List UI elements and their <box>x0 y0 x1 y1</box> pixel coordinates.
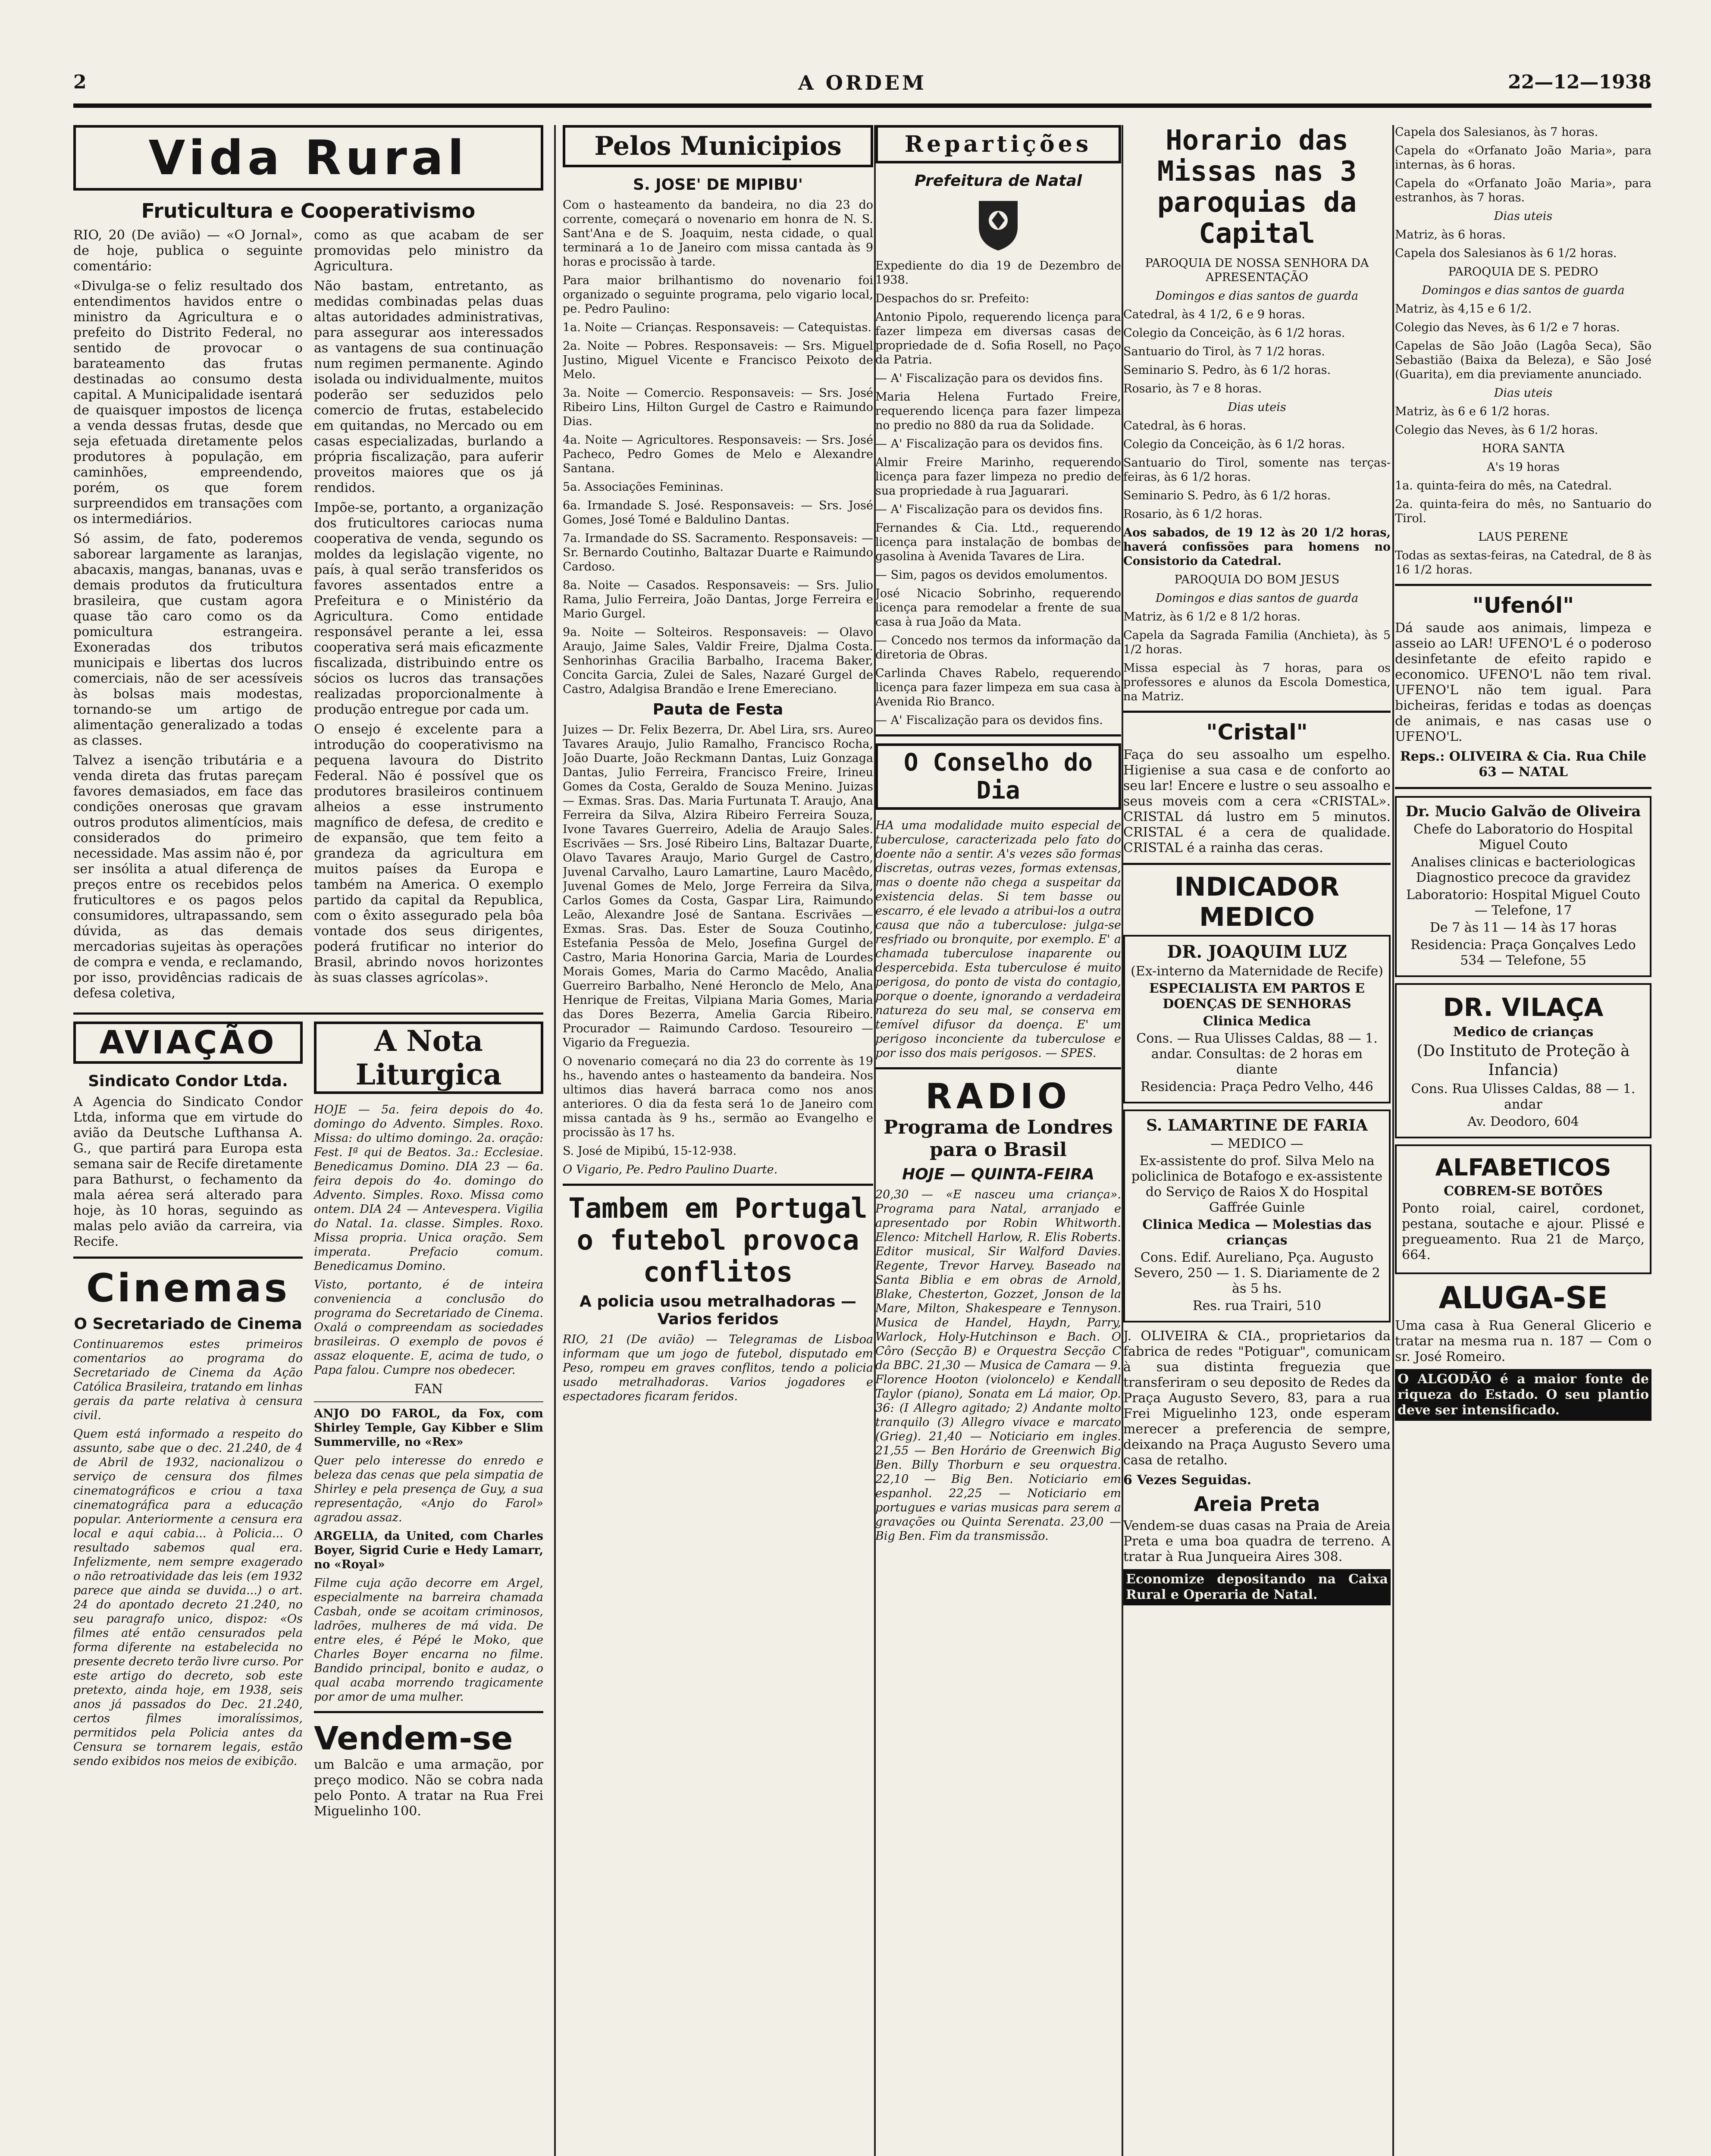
horario-line: Todas as sextas-feiras, na Catedral, de 8 às 16 1/2 horas. <box>1395 549 1651 577</box>
column-horario <box>1123 125 1391 2156</box>
paragraph: — Sim, pagos os devidos emolumentos. <box>875 568 1108 582</box>
ad-lamartine <box>1123 1109 1391 1322</box>
horario-list-a <box>1123 256 1391 704</box>
section-rule <box>875 734 1121 736</box>
ad-galvao <box>1395 796 1651 977</box>
economize-banner: Economize depositando na Caixa Rural e Operaria de Natal. <box>1123 1569 1391 1605</box>
horario-line: Capela do «Orfanato João Maria», para internas, às 6 horas. <box>1395 144 1651 172</box>
doctor-name: DR. VILAÇA <box>1443 993 1604 1022</box>
paragraph: 1a. Noite — Crianças. Responsaveis: — Catequistas. <box>563 321 872 334</box>
paragraph: Despachos do sr. Prefeito: <box>875 292 1030 305</box>
conselho-title: O Conselho do Dia <box>875 743 1121 810</box>
paragraph: 4a. Noite — Agricultores. Responsaveis: — Srs. José Pacheco, Pedro Gomes de Melo e Alexandre Santana. <box>563 433 873 475</box>
issue-date: 22—12—1938 <box>1508 71 1651 93</box>
paragraph: — Concedo nos termos da informação da diretoria de Obras. <box>875 634 1121 661</box>
cristal-title: "Cristal" <box>1206 720 1308 745</box>
paragraph: Expediente do dia 19 de Dezembro de 1938. <box>875 259 1121 287</box>
paragraph: 9a. Noite — Solteiros. Responsaveis: — Olavo Araujo, Jaime Sales, Valdir Freire, Djalma Costa. Senhorinhas Gracilia Barbalho, Iracema Baker, Concita Garcia, Zulei de Sales, Nazaré Gurgel de Castro, Adalgisa Brandão e Irene Emereciano. <box>563 626 873 696</box>
paragraph: Impõe-se, portanto, a organização dos fruticultores cariocas numa cooperativa de venda, segundo os moldes da legislação vigente, no país, à qual serão transferidos os favores assentados entre a Prefeitura e o Ministério da Agricultura. Como entidade responsável perante a lei, essa cooperativa será mais eficazmente fiscalizada, distribuindo entre os sócios os lucros das transações realizadas proporcionalmente à produção entregue por cada um. <box>314 500 543 717</box>
doctor-line: (Ex-interno da Maternidade de Recife) <box>1131 964 1383 979</box>
algodao-banner: O ALGODÃO é a maior fonte de riqueza do Estado. O seu plantio deve ser intensificado. <box>1395 1369 1651 1421</box>
aviacao-section <box>73 1022 303 1824</box>
paragraph: Carlinda Chaves Rabelo, requerendo licença para fazer limpeza em sua casa à Avenida Rio Branco. <box>875 667 1121 708</box>
horario-line: Domingos e dias santos de guarda <box>1422 284 1625 297</box>
column-rule <box>1392 125 1394 2156</box>
pauta-title: Pauta de Festa <box>652 701 783 718</box>
doctor-name: S. LAMARTINE DE FARIA <box>1146 1116 1368 1134</box>
doctor-line: Cons. Rua Ulisses Caldas, 88 — 1. andar <box>1411 1081 1636 1112</box>
horario-line: Rosario, às 6 1/2 horas. <box>1123 508 1263 521</box>
horario-line: PAROQUIA DO BOM JESUS <box>1174 573 1340 586</box>
horario-line: PAROQUIA DE S. PEDRO <box>1448 265 1598 279</box>
liturgica-section <box>314 1022 543 1824</box>
ufenol-title: "Ufenól" <box>1472 593 1574 618</box>
vendem-title: Vendem-se <box>314 1720 513 1757</box>
reps-line: Reps.: OLIVEIRA & Cia. Rua Chile 63 — NATAL <box>1400 749 1647 780</box>
signature: FAN <box>414 1382 443 1397</box>
indicador-title: INDICADOR MEDICO <box>1174 872 1340 932</box>
doctor-line: (Do Instituto de Proteção à Infancia) <box>1416 1042 1630 1079</box>
paragraph: 5a. Associações Femininas. <box>563 480 724 494</box>
section-rule <box>1395 584 1651 586</box>
horario-line: Matriz, às 6 e 6 1/2 horas. <box>1395 405 1550 418</box>
paragraph: Continuaremos estes primeiros comentarios ao programa do Secretariado de Cinema da Ação Católica Brasileira, tratando em linhas gerais da parte relativa à censura civil. <box>73 1338 303 1422</box>
ad-dr-luz <box>1123 935 1391 1103</box>
horario-line: Rosario, às 7 e 8 horas. <box>1123 382 1262 395</box>
paragraph: Só assim, de fato, poderemos saborear largamente as laranjas, abacaxis, mangas, bananas, uvas e demais produtos da fruticultura brasileira, que custam agora quase tão caro como os da pomicultura estrangeira. Exoneradas dos tributos municipais e libertas dos lucros comerciais, não de ser acessíveis às bolsas mais modestas, tornando-se um artigo de alimentação generalizado a todas as classes. <box>73 531 303 748</box>
areia-title: Areia Preta <box>1194 1492 1320 1516</box>
horario-line: Domingos e dias santos de guarda <box>1155 592 1359 605</box>
film-review: Filme cuja ação decorre em Argel, especialmente na barreira chamada Casbah, onde se acoitam criminosos, ladrões, mulheres de má vida. De entre eles, é Pépé le Moko, que Charles Boyer encarna no filme. Bandido principal, bonito e audaz, o qual acaba morrendo tragicamente por amor de uma mulher. <box>314 1576 543 1704</box>
section-rule <box>73 1257 303 1259</box>
coat-of-arms-icon <box>975 197 1022 253</box>
section-rule <box>875 1067 1121 1069</box>
doctor-line: Residencia: Praça Pedro Velho, 446 <box>1141 1079 1373 1094</box>
doctor-name: Dr. Mucio Galvão de Oliveira <box>1405 803 1641 820</box>
vida-rural-title: Vida Rural <box>73 125 543 191</box>
horario-line: Santuario do Tirol, às 7 1/2 horas. <box>1123 345 1325 358</box>
horario-line: Capela do «Orfanato João Maria», para estranhos, às 7 horas. <box>1395 177 1651 204</box>
ad-vilaca <box>1395 983 1651 1138</box>
dateline: S. José de Mipibú, 15-12-938. <box>563 1144 737 1158</box>
horario-line: Santuario do Tirol, somente nas terças-feiras, às 6 1/2 horas. <box>1123 456 1391 484</box>
doctor-line: Residencia: Praça Gonçalves Ledo 534 — Telefone, 55 <box>1410 937 1636 968</box>
horario-line: Colegio da Conceição, às 6 1/2 horas. <box>1123 326 1345 340</box>
film-review: Quer pelo interesse do enredo e beleza das cenas que pela simpatia de Shirley e pela presença de Guy, a sua representação, «Anjo do Farol» agradou assaz. <box>314 1454 543 1524</box>
horario-line: Dias uteis <box>1494 210 1553 223</box>
conselho-text: HA uma modalidade muito especial de tuberculose, caracterizada pelo fato do doente não a sentir. A's vezes são formas discretas, outras vezes, formas extensas, mas o doente não chega a suspeitar da existencia delas. Si tem basse ou escarro, é ele levado a atribui-los a outra causa que não a tuberculose: julga-se resfriado ou bronquite, por exemplo. E' a chamada tuberculose inaparente ou despercebida. Esta tuberculose é muito perigosa, do ponto de vista do contagio, porque o doente, ignorando a verdadeira natureza do seu mal, se conserva em temível difusor da doença. E' um perigoso inconciente da tuberculose e por isso dos mais perigosos. — SPES. <box>875 819 1121 1060</box>
horario-line: Capela dos Salesianos, às 7 horas. <box>1395 125 1598 139</box>
horario-line: Capela dos Salesianos às 6 1/2 horas. <box>1395 247 1617 260</box>
horario-line: Aos sabados, de 19 12 às 20 1/2 horas, haverá confissões para homens no Consistorio da Catedral. <box>1123 526 1391 568</box>
horario-line: Catedral, às 4 1/2, 6 e 9 horas. <box>1123 308 1305 321</box>
paragraph: Fernandes & Cia. Ltd., requerendo licença para instalação de bombas de gasolina à Avenida Tavares de Lira. <box>875 521 1121 563</box>
areia-text: Vendem-se duas casas na Praia de Areia Preta e uma boa quadra de terreno. A tratar à Rua Junqueira Aires 308. <box>1123 1518 1391 1564</box>
paragraph: — A' Fiscalização para os devidos fins. <box>875 437 1103 451</box>
paragraph: 6a. Irmandade S. José. Responsaveis: — Srs. José Gomes, José Tomé e Baldulino Dantas. <box>563 499 873 526</box>
radio-title: RADIO <box>925 1076 1071 1116</box>
paragraph: Com o hasteamento da bandeira, no dia 23 do corrente, começará o novenario em honra de N. S. Sant'Ana e de S. Joaquim, nesta cidade, o qual terminará a 1o de Janeiro com missa cantada às 9 horas e procissão à tarde. <box>563 198 873 269</box>
section-rule <box>1395 787 1651 789</box>
paragraph: Quem está informado a respeito do assunto, sabe que o dec. 21.240, de 4 de Abril de 1932, nacionalizou o serviço de censura dos filmes cinematográficos e criou a taxa cinematográfica para a educação popular. Anteriormente a censura era local e aqui cabia... à Policia... O resultado sabemos qual era. Infelizmente, nem sempre exagerado o não retroatividade das leis (em 1932 parece que ainda se duvida...) o art. 24 do apontado decreto 21.240, no seu paragrafo unico, dispoz: «Os filmes até então censurados pela forma diferente na estabelecida no presente decreto terão livre curso. Por este artigo do decreto, sob este pretexto, ainda hoje, em 1938, seis anos já passados do Dec. 21.240, certos filmes imoralíssimos, permitidos pela Policia antes da Censura se tornarem legais, estão sendo exibidos nos meios de exibição. <box>73 1427 303 1768</box>
liturgica-text: HOJE — 5a. feira depois do 4o. domingo do Advento. Simples. Roxo. Missa: do ultimo domingo. 2a. oração: Fest. Iª qui de Beatos. 3a.: Ecclesiae. Benedicamus Domino. DIA 23 — 6a. feira depois do 4o. domingo do Advento. Simples. Roxo. Missa como ontem. DIA 24 — Antevespera. Vigilia do Natal. 1a. classe. Simples. Roxo. Missa propria. Unica oração. Sem imperata. Prefacio comum. Benedicamus Domino. <box>314 1103 543 1273</box>
doctor-name: DR. JOAQUIM LUZ <box>1167 942 1347 962</box>
horario-line: LAUS PERENE <box>1478 530 1568 544</box>
horario-line: Capelas de São João (Lagôa Seca), São Sebastião (Baixa da Beleza), e São José (Guarita), em dia previamente anunciado. <box>1395 339 1651 381</box>
vendem-text: um Balcão e uma armação, por preço modico. Não se cobra nada pelo Ponto. A tratar na Rua Frei Miguelinho 100. <box>314 1757 543 1819</box>
reparticoes-subtitle: Prefeitura de Natal <box>914 172 1082 190</box>
column-vida-rural <box>73 125 543 2156</box>
column-municipios <box>563 125 873 2156</box>
section-rule <box>563 1184 873 1186</box>
aviacao-title: AVIAÇÃO <box>73 1022 303 1064</box>
paragraph: — A' Fiscalização para os devidos fins. <box>875 503 1103 516</box>
oliveira-note: 6 Vezes Seguidas. <box>1123 1473 1252 1488</box>
horario-line: Domingos e dias santos de guarda <box>1155 289 1359 303</box>
doctor-line: Cons. — Rua Ulisses Caldas, 88 — 1. andar. Consultas: de 2 horas em diante <box>1136 1031 1378 1077</box>
header-rule <box>73 103 1651 108</box>
portugal-text: RIO, 21 (De avião) — Telegramas de Lisboa informam que um jogo de futebol, disputado em Peso, rompeu em graves conflitos, tendo a policia usado metralhadoras. Varios jogadores e espectadores ficaram feridos. <box>563 1333 873 1403</box>
newspaper-name: A ORDEM <box>798 71 927 94</box>
doctor-line: De 7 às 11 — 14 às 17 horas <box>1429 920 1617 935</box>
horario-line: Colegio das Neves, às 6 1/2 e 7 horas. <box>1395 321 1620 334</box>
horario-line: Dias uteis <box>1494 386 1553 400</box>
liturgica-title: A Nota Liturgica <box>314 1022 543 1094</box>
paragraph: Talvez a isenção tributária e a venda direta das frutas pareçam favores demasiados, em face das condições onerosas que gravam outros produtos alimentícios, mais considerados do primeiro necessidade. Mas assim não é, por ser insólita a atual diferença de preços entre os recebidos pelos fruticultores e os pagos pelos consumidores, ultrapassando, sem dúvida, as das demais mercadorias sujeitas às operações de compra e venda, e reclamando, por isso, providências radicais de defesa coletiva, <box>73 753 303 1001</box>
paragraph: Almir Freire Marinho, requerendo licença para fazer limpeza no predio de sua propriedade à rua Jaguarari. <box>875 456 1121 498</box>
column-rule <box>554 125 556 2156</box>
aviacao-headline: Sindicato Condor Ltda. <box>88 1072 288 1090</box>
paragraph: Antonio Pipolo, requerendo licença para fazer limpeza em diversas casas de propriedade de d. Sofia Rosell, no Paço da Patria. <box>875 310 1121 367</box>
paragraph: Maria Helena Furtado Freire, requerendo licença para fazer limpeza no predio no 880 da rua da Solidade. <box>875 390 1121 432</box>
municipios-headline: S. JOSE' DE MIPIBU' <box>633 176 803 194</box>
secretariado-conclusion: Visto, portanto, é de inteira conveniencia a conclusão do programa do Secretariado de Cinema. Oxalá o compreendam as sociedades brasileiras. O exemplo de povos é assaz eloquente. E, acima de tudo, o Papa falou. Cumpre nos obedecer. <box>314 1278 543 1377</box>
reparticoes-title: Repartições <box>875 125 1121 163</box>
horario-line: 2a. quinta-feira do mês, no Santuario do Tirol. <box>1395 498 1651 525</box>
municipios-title: Pelos Municipios <box>563 125 873 167</box>
lower-section <box>73 1022 543 1824</box>
paragraph: 8a. Noite — Casados. Responsaveis: — Srs. Julio Rama, Julio Ferreira, João Dantas, Jorge Ferreira e Mario Gurgel. <box>563 579 873 620</box>
paragraph: Não bastam, entretanto, as medidas combinadas pelas duas altas autoridades administrativas, para assegurar aos interessados as vantagens de sua continuação num regimen permanente. Agindo isolada ou individualmente, muitos poderão ser seduzidos pelo comercio de frutas, estabelecido em quitandas, no Mercado ou em casas especializadas, burlando a própria fiscalização, para auferir proveitos maiores que os já rendidos. <box>314 279 543 495</box>
paragraph: 2a. Noite — Pobres. Responsaveis: — Srs. Miguel Justino, Miguel Vicente e Francisco Peixoto de Melo. <box>563 339 873 381</box>
ad-alfabeticos <box>1395 1144 1651 1274</box>
paragraph: — A' Fiscalização para os devidos fins. <box>875 372 1103 385</box>
paragraph: 7a. Irmandade do SS. Sacramento. Responsaveis: — Sr. Bernardo Coutinho, Baltazar Duarte e Raimundo Cardoso. <box>563 532 873 573</box>
portugal-subtitle: A policia usou metralhadoras — Varios feridos <box>580 1293 856 1328</box>
section-rule <box>1123 863 1391 865</box>
cinemas-headline: O Secretariado de Cinema <box>74 1315 302 1333</box>
doctor-line: Chefe do Laboratorio do Hospital Miguel Couto <box>1413 822 1633 852</box>
radio-day: HOJE — QUINTA-FEIRA <box>902 1166 1094 1183</box>
horario-line: Colegio das Neves, às 6 1/2 horas. <box>1395 423 1598 437</box>
film-title: ARGELIA, da United, com Charles Boyer, Sigrid Curie e Hedy Lamarr, no «Royal» <box>314 1529 543 1571</box>
paragraph: O ensejo é excelente para a introdução do cooperativismo na pequena lavoura do Distrito Federal. Não é possível que os produtores brasileiros continuem alheios a esse instrumento magnífico de defesa, de credito e de expansão, que tem feito a grandeza da agricultura em muitos países da Europa e também na America. O exemplo partido da capital da Republica, com o êxito assegurado pela bôa vontade dos seus dirigentes, poderá frutificar no interior do Brasil, abrindo novos horizontes às suas classes agrícolas». <box>314 722 543 985</box>
aviacao-text: A Agencia do Sindicato Condor Ltda, informa que em virtude do avião da Deutsche Lufthansa A. G., que partirá para Europa esta semana sair de Recife diretamente para Bathurst, o fechamento da mala aérea será alterado para hoje, às 10 horas, seguindo as malas pelo avião da carreira, via Recife. <box>73 1094 303 1249</box>
doctor-line: Analises clinicas e bacteriologicas Diagnostico precoce da gravidez <box>1411 855 1636 885</box>
portugal-title: Tambem em Portugal o futebol provoca conflitos <box>568 1193 868 1288</box>
doctor-line: Clinica Medica <box>1203 1014 1311 1029</box>
doctor-line: ESPECIALISTA EM PARTOS E DOENÇAS DE SENHORAS <box>1149 981 1365 1012</box>
paragraph: 3a. Noite — Comercio. Responsaveis: — Srs. José Ribeiro Lins, Hilton Gurgel de Castro e Raimundo Dias. <box>563 386 873 428</box>
vida-rural-headline: Fruticultura e Cooperativismo <box>141 199 476 222</box>
doctor-line: Medico de crianças <box>1453 1025 1594 1040</box>
paragraph: RIO, 20 (De avião) — «O Jornal», de hoje, publica o seguinte comentário: <box>73 228 303 274</box>
page-header <box>73 71 1651 114</box>
radio-text: 20,30 — «E nasceu uma criança». Programa para Natal, arranjado e apresentado por Robin Whitworth. Elenco: Mitchell Harlow, R. Elis Roberts. Editor musical, Sir Walford Davies. Regente, Trevor Harvey. Baseado na Santa Biblia e em obras de Arnold, Blake, Chesterton, Gozzet, Jonson de la Mare, Milton, Shakespeare e Tennyson. Musica de Handel, Haydn, Parry, Warlock, Holy-Hutchinson e Bach. O Côro (Secção B) e Orquestra Secção C da BBC. 21,30 — Musica de Camara — 9. Florence Hooton (violoncelo) e Kendall Taylor (piano), Sonata em Lá maior, Op. 36: (I Allegro agitado; 2) Andante molto tranquilo (3) Allegro vivace e marcato (Grieg). 21,40 — Noticiario em ingles. 21,55 — Ben Horário de Greenwich Big Ben. Billy Thorburn e seu orquestra. 22,10 — Big Ben. Noticiario em espanhol. 22,25 — Noticiario em portugues e varias musicas para serem a gravações ou Quinta Serenata. 23,00 — Big Ben. Fim da transmissão. <box>875 1188 1121 1543</box>
doctor-line: Clinica Medica — Molestias das crianças <box>1142 1217 1372 1248</box>
aluga-title: ALUGA-SE <box>1438 1280 1608 1316</box>
radio-subtitle: Programa de Londres para o Brasil <box>884 1116 1113 1161</box>
horario-line: Seminario S. Pedro, às 6 1/2 horas. <box>1123 489 1331 502</box>
horario-line: Dias uteis <box>1228 401 1286 414</box>
horario-line: Missa especial às 7 horas, para os professores e alunos da Escola Domestica, na Matriz. <box>1123 661 1391 703</box>
vida-rural-body <box>73 228 543 1006</box>
doctor-line: Res. rua Trairi, 510 <box>1193 1298 1321 1313</box>
doctor-line: Av. Deodoro, 604 <box>1467 1114 1579 1129</box>
ufenol-text: Dá saude aos animais, limpeza e asseio ao LAR! UFENO'L é o poderoso desinfetante de efeito rapido e economico. UFENO'L não tem rival. UFENO'L não tem igual. Para bicheiras, feridas e todas as doenças de animais, e nas casas use o UFENO'L. <box>1395 620 1651 744</box>
paragraph: como as que acabam de ser promovidas pelo ministro da Agricultura. <box>314 228 543 274</box>
doctor-line: Laboratorio: Hospital Miguel Couto — Telefone, 17 <box>1406 887 1640 918</box>
horario-line: 1a. quinta-feira do mês, na Catedral. <box>1395 479 1612 492</box>
cinemas-body <box>73 1337 303 1768</box>
horario-line: Matriz, às 6 horas. <box>1395 228 1506 241</box>
alfabeticos-title: ALFABETICOS <box>1435 1154 1611 1181</box>
paragraph: José Nicacio Sobrinho, requerendo licença para remodelar a frente de sua casa à rua João da Mata. <box>875 587 1121 629</box>
column-horario-cont <box>1395 125 1651 2156</box>
aluga-text: Uma casa à Rua General Glicerio e tratar na mesma rua n. 187 — Com o sr. José Romeiro. <box>1395 1318 1651 1364</box>
doctor-line: Cons. Edif. Aureliano, Pça. Augusto Severo, 250 — 1. S. Diariamente de 2 às 5 hs. <box>1134 1250 1380 1296</box>
doctor-line: Ex-assistente do prof. Silva Melo na policlinica de Botafogo e ex-assistente do Serviço de Raios X do Hospital Gaffrée Guinle <box>1131 1153 1383 1215</box>
horario-line: PAROQUIA DE NOSSA SENHORA DA APRESENTAÇÃO <box>1145 257 1369 284</box>
film-title: ANJO DO FAROL, da Fox, com Shirley Temple, Gay Kibber e Slim Summerville, no «Rex» <box>314 1407 543 1449</box>
paragraph: Para maior brilhantismo do novenario foi organizado o seguinte programa, pelo vigario local, pe. Pedro Paulino: <box>563 274 873 316</box>
horario-list-b <box>1395 125 1651 577</box>
horario-line: Matriz, às 4,15 e 6 1/2. <box>1395 302 1532 316</box>
alfabeticos-text: Ponto roial, cairel, cordonet, pestana, soutache e ajour. Plissé e pregueamento. Rua 21 de Março, 664. <box>1402 1201 1645 1263</box>
divider <box>314 1401 543 1402</box>
paragraph: «Divulga-se o feliz resultado dos entendimentos havidos entre o ministro da Agricultura e o prefeito do Distrito Federal, no sentido de provocar o barateamento das frutas destinadas ao consumo desta capital. A Municipalidade isentará de quaisquer impostos de licença a venda dessas frutas, desde que seja efetuada diretamente pelos produtores à população, em caminhões, empreendendo, porém, os que forem surpreendidos em transações com os intermediários. <box>73 279 303 526</box>
horario-line: HORA SANTA <box>1482 442 1565 455</box>
horario-title: Horario das Missas nas 3 paroquias da Capital <box>1157 125 1357 250</box>
horario-line: Colegio da Conceição, às 6 1/2 horas. <box>1123 438 1345 451</box>
cinemas-title: Cinemas <box>86 1266 290 1311</box>
pauta-text: Juizes — Dr. Felix Bezerra, Dr. Abel Lira, srs. Aureo Tavares Araujo, Julio Ramalho, Francisco Rocha, João Duarte, João Reckmann Dantas, Luiz Gonzaga Dantas, Julio Ferreira, Francisco Freire, Irineu Gomes da Costa, Geraldo de Souza Menino. Juizas — Exmas. Sras. Das. Maria Furtunata T. Araujo, Ana Ferreira da Silva, Alzira Ribeiro Ferreira Souza, Ivone Tavares Guerreiro, Adelia de Araujo Sales. Escrivães — Srs. José Ribeiro Lins, Baltazar Duarte, Olavo Tavares Araujo, Mario Gurgel de Castro, Juvenal Carvalho, Lauro Lamartine, Lauro Macêdo, Juvenal Gomes de Melo, Jorge Ferreira da Silva, Carlos Gomes da Costa, Gaspar Lira, Raimundo Leão, Alexandre José de Santana. Escrivães — Exmas. Sras. Das. Ester de Souza Coutinho, Estefania Pessôa de Melo, Josefina Gurgel de Castro, Maria Honorina Garcia, Maria de Lourdes Morais Gomes, Maria do Carmo Macêdo, Analia Guerreiro Barbalho, Nené Heronclo de Melo, Ana Henrique de Freitas, Vilpiana Maria Gomes, Maria das Dores Bezerra, Amelia Garcia Ribeiro. Procurador — Raimundo Cardoso. Tesoureiro — Vigario da Freguezia. <box>563 723 873 1050</box>
horario-line: Matriz, às 6 1/2 e 8 1/2 horas. <box>1123 610 1301 624</box>
cristal-text: Faça do seu assoalho um espelho. Higienise a sua casa e de conforto ao seu lar! Encere e lustre o seu assoalho e seus moveis com a cera «CRISTAL». CRISTAL dá lustro em 5 minutos. CRISTAL é a cera de qualidade. CRISTAL é a rainha das ceras. <box>1123 747 1391 856</box>
horario-line: Catedral, às 6 horas. <box>1123 419 1247 432</box>
section-rule <box>73 1012 543 1015</box>
horario-line: Seminario S. Pedro, às 6 1/2 horas. <box>1123 364 1331 377</box>
horario-line: A's 19 horas <box>1487 461 1560 474</box>
section-rule <box>1123 711 1391 713</box>
page-number: 2 <box>73 71 87 93</box>
doctor-line: — MEDICO — <box>1210 1136 1304 1151</box>
paragraph: — A' Fiscalização para os devidos fins. <box>875 714 1103 727</box>
section-rule <box>314 1711 543 1713</box>
column-reparticoes <box>875 125 1121 2156</box>
oliveira-ad: J. OLIVEIRA & CIA., proprietarios da fabrica de redes "Potiguar", comunicam à sua distinta freguezia que transferiram o seu deposito de Redes da Praça Augusto Severo, 83, para a rua Frei Miguelinho 123, onde esperam merecer a preferencia de sempre, deixando na Praça Augusto Severo uma casa de retalho. <box>1123 1329 1391 1468</box>
signature: O Vigario, Pe. Pedro Paulino Duarte. <box>563 1163 778 1176</box>
horario-line: Capela da Sagrada Familia (Anchieta), às 5 1/2 horas. <box>1123 629 1391 656</box>
alfabeticos-subtitle: COBREM-SE BOTÕES <box>1444 1184 1603 1199</box>
closing-text: O novenario começará no dia 23 do corrente às 19 hs., havendo antes o hasteamento da bandeira. Nos ultimos dias haverá barraca como nos anos anteriores. O dia da festa será 1o de Janeiro com missa cantada às 9 hs., sermão ao Evangelho e procissão às 17 hs. <box>563 1055 873 1139</box>
